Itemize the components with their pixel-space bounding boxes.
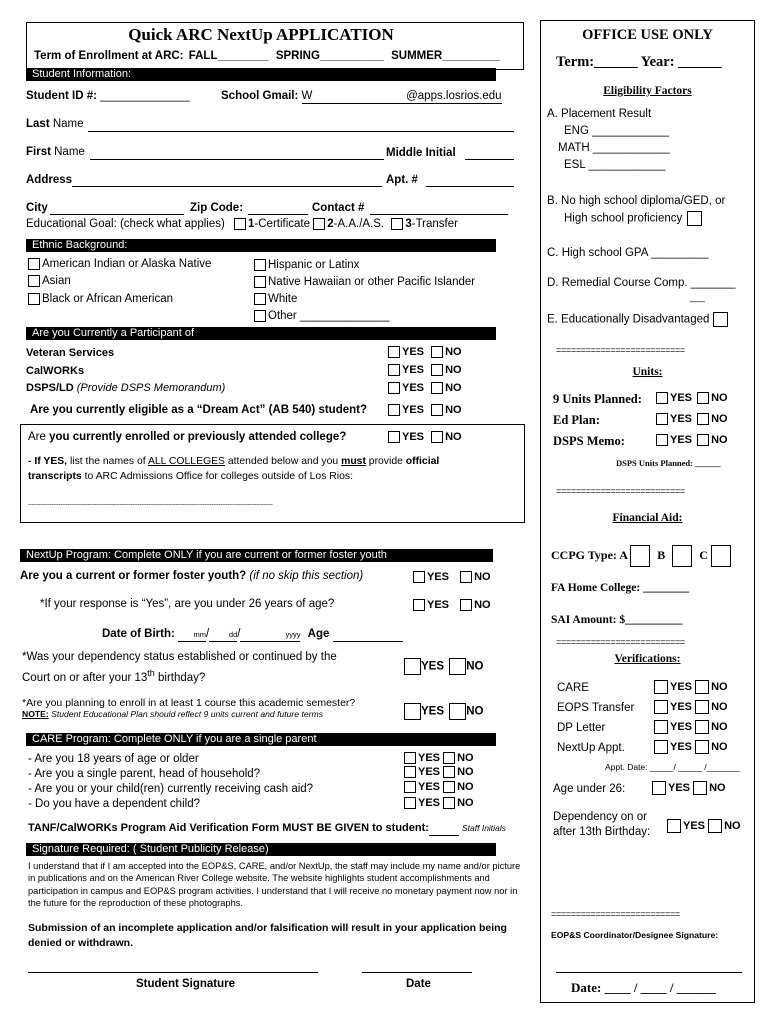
ccpg-label: CCPG Type:: [551, 547, 617, 562]
form-title: Quick ARC NextUp APPLICATION: [128, 25, 394, 44]
ethnic-checkbox[interactable]: [254, 276, 266, 288]
goal-2-text: -A.A./A.S.: [333, 218, 385, 231]
first-label-bold: First: [26, 146, 51, 158]
yes-checkbox[interactable]: [654, 740, 668, 754]
remedial-course[interactable]: D. Remedial Course Comp. _______: [547, 277, 736, 289]
care-q0: - Are you 18 years of age or older: [28, 753, 199, 765]
submission-warning: Submission of an incomplete application and/or falsification will result in your application being denied or withdrawn.: [28, 922, 507, 949]
no-label: NO: [445, 364, 462, 376]
yes-checkbox[interactable]: [413, 571, 425, 583]
no-label: NO: [711, 680, 728, 693]
no-checkbox[interactable]: [695, 720, 709, 734]
no-checkbox[interactable]: [443, 752, 455, 764]
no-label: NO: [711, 392, 728, 404]
ethnic-option-label: Hispanic or Latinx: [268, 259, 360, 272]
college-yesno: [388, 431, 462, 444]
care-yesno-1: [404, 766, 474, 779]
student-info-bar: Student Information:: [26, 68, 496, 81]
no-checkbox[interactable]: [708, 819, 722, 833]
ccpg-c-label: C: [699, 547, 708, 562]
units-title: Units:: [632, 366, 663, 378]
hs-proficiency-checkbox[interactable]: [687, 211, 702, 226]
term-prefix: Term of Enrollment at ARC:: [34, 50, 184, 62]
signature-bar: Signature Required: ( Student Publicity Release): [26, 843, 496, 856]
nextup-bar: NextUp Program: Complete ONLY if you are current or former foster youth: [20, 549, 493, 562]
no-label: NO: [457, 766, 474, 778]
ethnic-option-label: Black or African American: [42, 293, 174, 306]
dsps-row: [26, 382, 225, 395]
tanf-text: TANF/CalWORKs Program Aid Verification Form MUST BE GIVEN to student:: [28, 822, 429, 834]
term-spring-field[interactable]: SPRING__________: [275, 50, 384, 62]
first-name-field[interactable]: [90, 159, 384, 160]
date-label: Date: [406, 978, 431, 990]
dob-dd: dd: [228, 630, 238, 639]
city-label: City: [26, 202, 48, 214]
ethnic-option-label: Other ______________: [268, 310, 390, 323]
yes-checkbox[interactable]: [656, 392, 668, 404]
under-26-yesno: [413, 599, 491, 612]
ethnic-checkbox[interactable]: [28, 293, 40, 305]
contact-label: Contact #: [312, 202, 365, 214]
address-field[interactable]: [72, 186, 382, 187]
yes-checkbox[interactable]: [388, 382, 400, 394]
care-yesno-3: [404, 797, 474, 810]
dob-mm: mm: [193, 630, 207, 639]
yes-checkbox[interactable]: [656, 413, 668, 425]
yes-label: YES: [402, 346, 425, 358]
gmail-w: W: [301, 90, 313, 102]
foster-q-note: (if no skip this section): [249, 570, 364, 582]
date-field[interactable]: [362, 972, 472, 973]
dob-yyyy-field[interactable]: [240, 628, 300, 642]
student-id-label: [26, 90, 190, 103]
calworks-label: CalWORKs: [26, 365, 85, 377]
yes-label: YES: [670, 680, 693, 693]
no-label: NO: [474, 571, 491, 583]
no-label: NO: [711, 434, 728, 446]
college-q-rest: you currently enrolled or previously attended college?: [49, 431, 347, 443]
yes-label: YES: [670, 392, 693, 404]
yes-label: YES: [418, 766, 441, 778]
yes-checkbox[interactable]: [404, 781, 416, 793]
yes-label: YES: [670, 413, 693, 425]
yes-label: YES: [421, 705, 445, 718]
veteran-yesno: [388, 346, 462, 359]
remedial-course-cont: ___: [690, 292, 706, 302]
goal-1-text: -Certificate: [254, 218, 311, 231]
care-yesno-2: [404, 781, 474, 794]
verif-care-yesno: [654, 680, 728, 694]
yes-label: YES: [402, 382, 425, 394]
college-list-field[interactable]: ----------------------------------------------------------------------------------------------------------------------------------------: [28, 502, 273, 508]
inst-transcripts: transcripts: [28, 471, 82, 482]
dream-act-yesno: [388, 404, 462, 417]
ccpg-b-label: B: [657, 547, 666, 562]
last-label-rest: Name: [52, 118, 84, 130]
no-checkbox[interactable]: [460, 599, 472, 611]
school-gmail: [221, 90, 502, 104]
no-label: NO: [457, 781, 474, 793]
placement-esl[interactable]: ESL ____________: [564, 159, 666, 171]
ccpg-a-box[interactable]: [630, 545, 650, 567]
enroll-question: *Are you planning to enroll in at least 1 course this academic semester?: [22, 697, 356, 709]
separator: ==========================: [551, 909, 680, 919]
placement-result: A. Placement Result: [547, 108, 652, 120]
care-q2: - Are you or your child(ren) currently receiving cash aid?: [28, 783, 314, 795]
dob-label: Date of Birth:: [102, 628, 175, 640]
no-label: NO: [466, 705, 484, 718]
goal-3-num: 3: [405, 218, 412, 231]
note-text: Student Educational Plan should reflect 9 units current and future terms: [51, 709, 323, 719]
yes-label: YES: [402, 364, 425, 376]
goal-3-checkbox[interactable]: [391, 218, 403, 230]
last-name-row: [26, 118, 84, 131]
goal-2-checkbox[interactable]: [313, 218, 325, 230]
ethnic-left-0: [28, 258, 211, 271]
appt-date[interactable]: Appt. Date: _____/ _____ /_______: [605, 762, 740, 772]
participant-bar: Are you Currently a Participant of: [26, 327, 496, 340]
no-checkbox[interactable]: [695, 700, 709, 714]
no-label: NO: [711, 413, 728, 425]
no-label: NO: [457, 797, 474, 809]
dsps-yesno: [388, 382, 462, 395]
yes-checkbox[interactable]: [656, 434, 668, 446]
no-label: NO: [711, 720, 728, 733]
college-instructions-2: [28, 471, 353, 483]
apt-label: Apt. #: [386, 174, 418, 186]
dsps-units-planned[interactable]: DSPS Units Planned: ______: [616, 458, 721, 468]
no-label: NO: [711, 740, 728, 753]
tanf-row: [28, 822, 506, 836]
no-label: NO: [457, 752, 474, 764]
no-label: NO: [474, 599, 491, 611]
college-question: [28, 431, 346, 444]
no-checkbox[interactable]: [460, 571, 472, 583]
yes-checkbox[interactable]: [388, 431, 400, 443]
verif-care-label: CARE: [557, 682, 589, 694]
no-label: NO: [445, 382, 462, 394]
yes-label: YES: [670, 720, 693, 733]
eligibility-title: Eligibility Factors: [603, 85, 692, 97]
goal-3-text: -Transfer: [411, 218, 458, 231]
gmail-domain: @apps.losrios.edu: [406, 90, 502, 102]
ccpg-c-box[interactable]: [711, 545, 731, 567]
dep-q-a: Court on or after your 13: [22, 671, 148, 684]
placement-math[interactable]: MATH ____________: [558, 142, 670, 154]
age-under-26-yesno: [652, 781, 726, 795]
middle-initial-field[interactable]: [465, 159, 514, 160]
verif-dp-label: DP Letter: [557, 722, 606, 734]
no-checkbox[interactable]: [695, 680, 709, 694]
under-26-question: *If your response is “Yes”, are you under 26 years of age?: [40, 598, 335, 610]
no-checkbox[interactable]: [695, 740, 709, 754]
no-checkbox[interactable]: [443, 797, 455, 809]
dsps-memo-label: DSPS Memo:: [553, 434, 625, 448]
ethnic-option-label: Native Hawaiian or other Pacific Islander: [268, 276, 476, 289]
yes-checkbox[interactable]: [404, 766, 416, 778]
no-label: NO: [445, 431, 462, 443]
yes-label: YES: [670, 434, 693, 446]
office-date[interactable]: Date: ____ / ____ / ______: [571, 980, 716, 995]
verif-nextup-yesno: [654, 740, 728, 754]
verif-eops-yesno: [654, 700, 728, 714]
zip-label: Zip Code:: [190, 202, 244, 214]
coordinator-signature-field[interactable]: [556, 972, 742, 973]
yes-label: YES: [670, 740, 693, 753]
yes-label: YES: [668, 781, 691, 794]
dsps-label: DSPS/LD: [26, 382, 74, 394]
ed-disadv-checkbox[interactable]: [713, 312, 728, 327]
verif-eops-label: EOPS Transfer: [557, 702, 635, 714]
dependency-q-line2: [22, 668, 205, 685]
yes-checkbox[interactable]: [654, 720, 668, 734]
yes-label: YES: [670, 700, 693, 713]
no-label: NO: [724, 819, 741, 832]
dsps-note: (Provide DSPS Memorandum): [76, 382, 226, 394]
inst-official: official: [405, 456, 440, 467]
verifications-title: Verifications:: [614, 653, 681, 665]
term-of-enrollment: [34, 50, 500, 63]
dsps-memo-yesno: [656, 434, 728, 447]
dep-q-b: birthday?: [154, 671, 206, 684]
separator: ==========================: [556, 486, 685, 496]
school-gmail-field[interactable]: [302, 90, 502, 104]
yes-label: YES: [421, 660, 445, 673]
dob-mm-field[interactable]: [178, 628, 206, 642]
goal-1-checkbox[interactable]: [234, 218, 246, 230]
ethnic-left-1: [28, 275, 71, 288]
ethnic-right-0: [254, 259, 359, 272]
ethnic-option-label: White: [268, 293, 298, 306]
no-checkbox[interactable]: [693, 781, 707, 795]
yes-label: YES: [418, 752, 441, 764]
dependency-13-line1: Dependency on or: [553, 811, 647, 823]
yes-checkbox[interactable]: [654, 680, 668, 694]
dob-row: Date of Birth: mm/ dd/ yyyy Age: [102, 628, 403, 642]
separator: ==========================: [556, 345, 685, 355]
last-name-field[interactable]: [88, 131, 514, 132]
ethnic-checkbox[interactable]: [254, 293, 266, 305]
no-label: NO: [445, 404, 462, 416]
no-label: NO: [711, 700, 728, 713]
yes-checkbox[interactable]: [654, 700, 668, 714]
publicity-release-text: I understand that if I am accepted into the EOP&S, CARE, and/or NextUp, the staff may include my name and/or picture in publications and on the American River College website. The website highlights student accomplishments and participation in campus and EOP&S program activities. I understand that I will receive no monetary payment now nor in the future for the reproduction of these photographs.: [28, 861, 521, 908]
yes-label: YES: [402, 404, 425, 416]
term-fall-field[interactable]: FALL________: [188, 50, 269, 62]
foster-yesno: [413, 571, 491, 584]
placement-eng[interactable]: ENG ____________: [564, 125, 669, 137]
no-checkbox[interactable]: [443, 781, 455, 793]
no-checkbox[interactable]: [449, 658, 466, 675]
age-field[interactable]: [333, 628, 403, 642]
ethnic-bar: Ethnic Background:: [26, 239, 496, 252]
ethnic-option-label: American Indian or Alaska Native: [42, 258, 212, 271]
ethnic-checkbox[interactable]: [254, 310, 266, 322]
educationally-disadvantaged: [547, 312, 728, 327]
ethnic-checkbox[interactable]: [254, 259, 266, 271]
ccpg-type: [551, 545, 731, 567]
hs-proficiency-label: High school proficiency: [564, 212, 683, 225]
no-checkbox[interactable]: [697, 413, 709, 425]
no-checkbox[interactable]: [431, 382, 443, 394]
yes-checkbox[interactable]: [404, 752, 416, 764]
office-term-year[interactable]: Term:______ Year: ______: [556, 54, 722, 70]
ed-plan-yesno: [656, 413, 728, 426]
no-label: NO: [445, 346, 462, 358]
yes-label: YES: [402, 431, 425, 443]
city-field[interactable]: [50, 214, 184, 215]
coordinator-signature-label: EOP&S Coordinator/Designee Signature:: [551, 930, 719, 940]
ethnic-checkbox[interactable]: [28, 258, 40, 270]
ed-plan-label: Ed Plan:: [553, 413, 600, 427]
college-instructions: [28, 456, 439, 468]
contact-field[interactable]: [370, 214, 508, 215]
student-id-field[interactable]: ______________: [100, 90, 190, 102]
apt-field[interactable]: [426, 186, 514, 187]
yes-checkbox[interactable]: [652, 781, 666, 795]
middle-initial-label: Middle Initial: [386, 147, 456, 159]
no-label: NO: [709, 781, 726, 794]
no-checkbox[interactable]: [443, 766, 455, 778]
sai-amount[interactable]: SAI Amount: $__________: [551, 614, 683, 626]
yes-label: YES: [418, 781, 441, 793]
student-signature-field[interactable]: [28, 972, 318, 973]
goal-1-num: 1: [248, 218, 255, 231]
ethnic-right-1: [254, 276, 475, 289]
yes-checkbox[interactable]: [404, 658, 421, 675]
ethnic-left-2: [28, 293, 173, 306]
units-planned-label: 9 Units Planned:: [553, 392, 642, 406]
no-diploma-line2: [564, 211, 702, 226]
school-gmail-label: School Gmail:: [221, 90, 299, 102]
yes-checkbox[interactable]: [404, 797, 416, 809]
staff-initials-field[interactable]: [429, 822, 459, 836]
yes-label: YES: [683, 819, 706, 832]
student-id-text: Student ID #:: [26, 90, 97, 102]
inst-if-yes: - If YES,: [28, 456, 68, 467]
veteran-label: Veteran Services: [26, 347, 115, 359]
term-summer-field[interactable]: SUMMER_________: [391, 50, 500, 62]
separator: ==========================: [556, 637, 685, 647]
goal-label: Educational Goal: (check what applies): [26, 218, 225, 231]
ethnic-option-label: Asian: [42, 275, 71, 288]
no-checkbox[interactable]: [431, 404, 443, 416]
yes-checkbox[interactable]: [388, 346, 400, 358]
inst-all-colleges: ALL COLLEGES: [147, 456, 225, 467]
yes-checkbox[interactable]: [388, 404, 400, 416]
no-checkbox[interactable]: [431, 346, 443, 358]
age-label: Age: [307, 628, 330, 640]
ethnic-checkbox[interactable]: [28, 275, 40, 287]
care-q3: - Do you have a dependent child?: [28, 798, 200, 810]
foster-youth-question: [20, 570, 363, 583]
no-checkbox[interactable]: [697, 434, 709, 446]
yes-checkbox[interactable]: [413, 599, 425, 611]
yes-label: YES: [427, 599, 450, 611]
dob-yyyy: yyyy: [285, 630, 301, 639]
hs-gpa[interactable]: C. High school GPA _________: [547, 247, 709, 259]
ethnic-right-3: [254, 310, 390, 323]
fa-home-college[interactable]: FA Home College: ________: [551, 582, 690, 594]
college-q-are: Are: [28, 431, 46, 443]
student-signature-label: Student Signature: [136, 978, 236, 990]
yes-label: YES: [427, 571, 450, 583]
no-checkbox[interactable]: [449, 703, 466, 720]
units-planned-yesno: [656, 392, 728, 405]
ed-disadv-label: E. Educationally Disadvantaged: [547, 313, 710, 326]
dob-dd-field[interactable]: [209, 628, 237, 642]
educational-goal-row: [26, 218, 458, 231]
ethnic-right-2: [254, 293, 297, 306]
verif-nextup-label: NextUp Appt.: [557, 742, 625, 754]
age-under-26-label: Age under 26:: [553, 783, 626, 795]
ccpg-a-label: A: [619, 547, 628, 562]
inst-text: attended below and you: [224, 456, 342, 467]
yes-checkbox[interactable]: [404, 703, 421, 720]
inst-text: list the names of: [67, 456, 148, 467]
first-name-row: [26, 146, 85, 159]
dependency-13-yesno: [667, 819, 741, 833]
office-title: OFFICE USE ONLY: [582, 27, 713, 43]
verif-dp-yesno: [654, 720, 728, 734]
no-checkbox[interactable]: [697, 392, 709, 404]
care-q1: - Are you a single parent, head of household?: [28, 768, 261, 780]
enroll-yesno: [404, 703, 483, 720]
inst-text: provide: [365, 456, 406, 467]
inst-text: to ARC Admissions Office for colleges outside of Los Rios:: [81, 471, 353, 482]
last-label-bold: Last: [26, 118, 50, 130]
care-bar: CARE Program: Complete ONLY if you are a single parent: [26, 733, 496, 746]
yes-checkbox[interactable]: [667, 819, 681, 833]
dependency-13-line2: after 13th Birthday:: [553, 826, 651, 838]
first-label-rest: Name: [54, 146, 85, 158]
dream-act-label: Are you currently eligible as a “Dream Act” (AB 540) student?: [30, 404, 367, 416]
ccpg-b-box[interactable]: [672, 545, 692, 567]
enroll-note: [22, 710, 323, 720]
no-label: NO: [466, 660, 484, 673]
financial-aid-title: Financial Aid:: [612, 512, 683, 524]
care-yesno-0: [404, 752, 474, 765]
dependency-yesno: [404, 658, 483, 675]
staff-initials-label: Staff Initials: [461, 823, 506, 833]
zip-field[interactable]: [248, 214, 308, 215]
address-label: Address: [26, 174, 73, 186]
yes-label: YES: [418, 797, 441, 809]
note-label: NOTE:: [22, 709, 49, 719]
no-checkbox[interactable]: [431, 364, 443, 376]
no-checkbox[interactable]: [431, 431, 443, 443]
no-diploma-line1: B. No high school diploma/GED, or: [547, 195, 726, 207]
dependency-q-line1: *Was your dependency status established or continued by the: [22, 651, 337, 663]
inst-must: must: [341, 456, 366, 467]
calworks-yesno: [388, 364, 462, 377]
dep-q-sup: th: [147, 668, 155, 678]
foster-q: Are you a current or former foster youth?: [20, 570, 247, 582]
yes-checkbox[interactable]: [388, 364, 400, 376]
goal-2-num: 2: [327, 218, 334, 231]
